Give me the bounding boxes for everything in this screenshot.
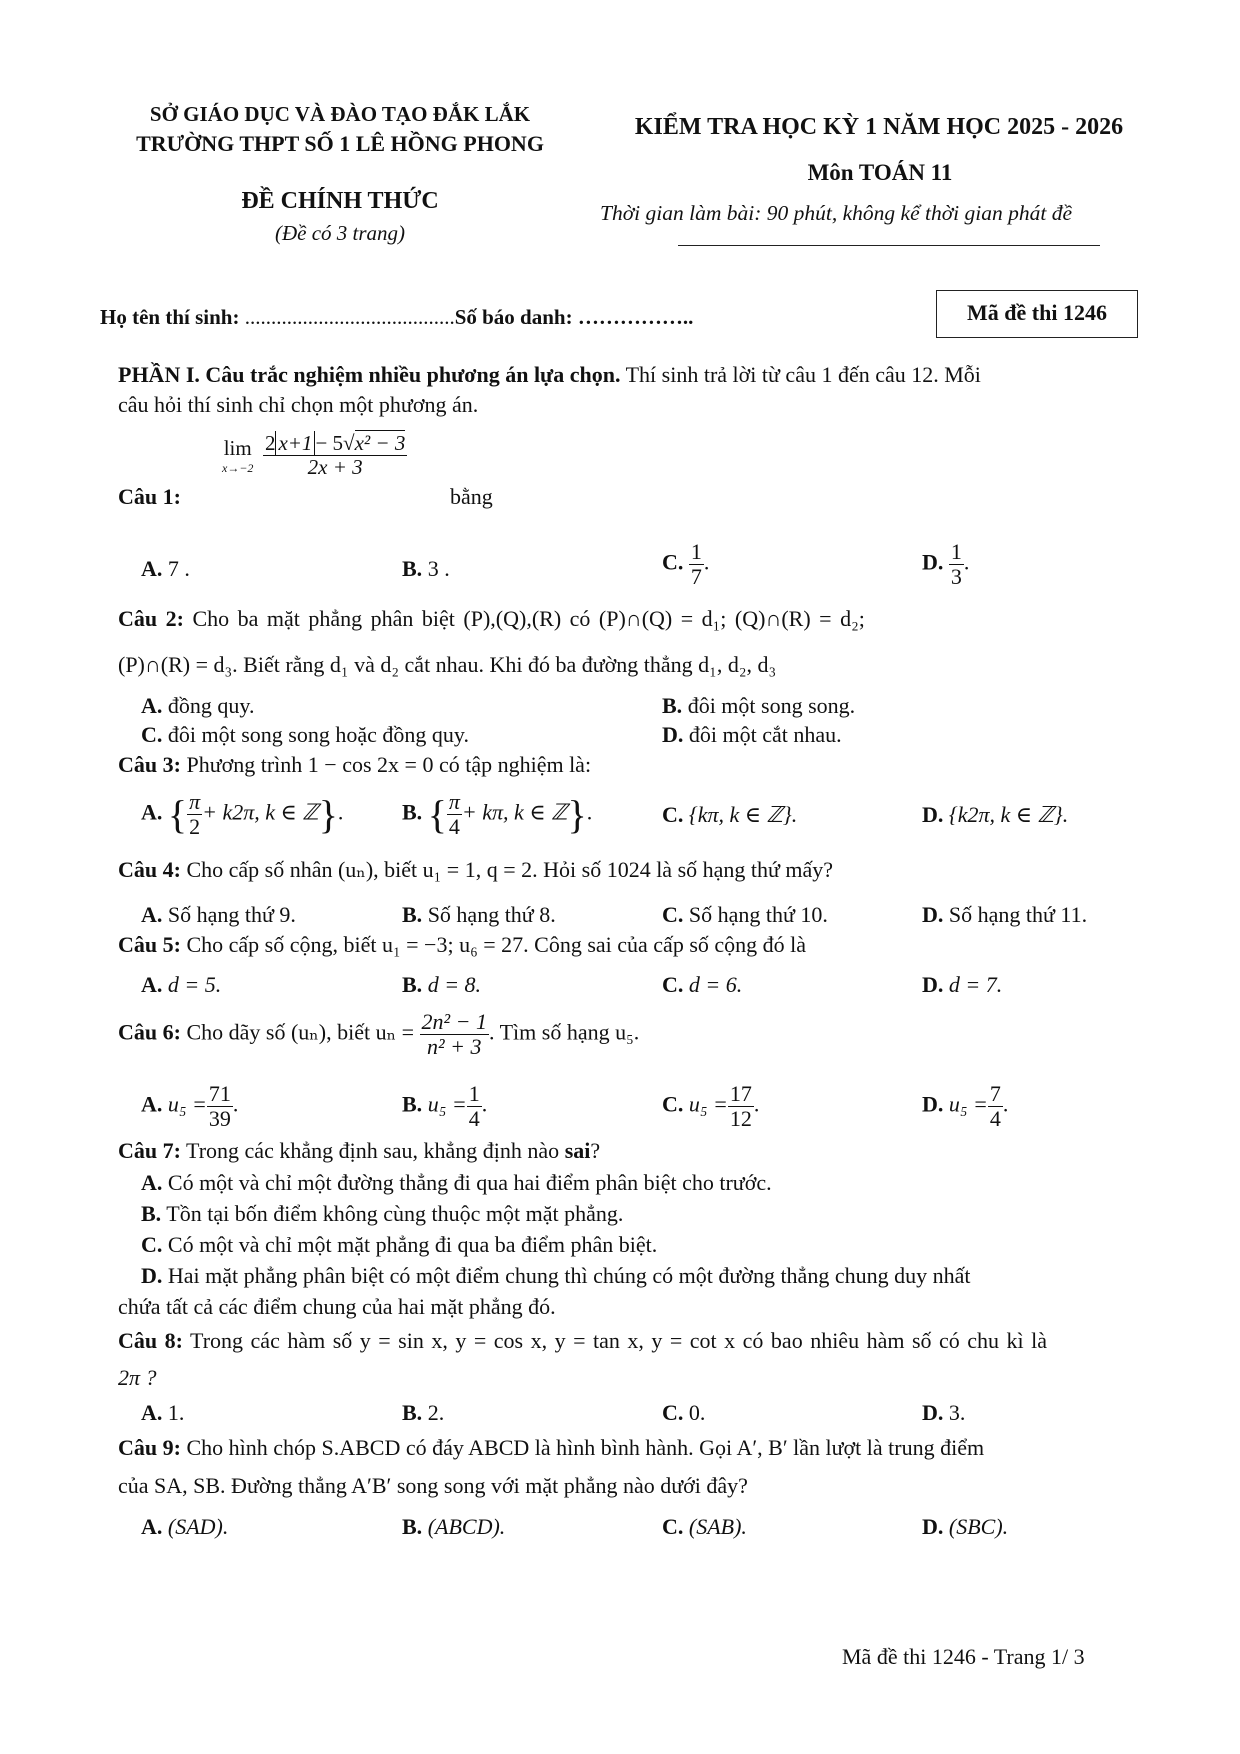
- question-label: Câu 9:: [118, 1435, 181, 1460]
- exam-code-box: [936, 290, 1138, 338]
- question-label: Câu 4:: [118, 857, 181, 882]
- candidate-id-field[interactable]: ……………..: [577, 305, 694, 329]
- q6-num: 2n² − 1: [421, 1009, 487, 1034]
- q1-lim: lim: [223, 435, 252, 460]
- question-text: Trong các hàm số y = sin x, y = cos x, y = tan x, y = cot x có bao nhiêu hàm số có chu kì là: [182, 1328, 1048, 1353]
- question-label: Câu 3:: [118, 752, 181, 777]
- candidate-name-field[interactable]: ........................................: [244, 305, 455, 329]
- department-name: SỞ GIÁO DỤC VÀ ĐÀO TẠO ĐẮK LẮK: [149, 102, 531, 126]
- q1-lim-sub: x→−2: [222, 460, 254, 475]
- question-4: [118, 857, 833, 883]
- q3-option-c[interactable]: C. {kπ, k ∈ ℤ}.: [662, 802, 798, 827]
- q1-tail: bằng: [450, 484, 493, 509]
- q1-num-abs: x+1: [275, 431, 315, 455]
- question-text: Cho cấp số cộng, biết u₁ = −3; u₆ = 27. Công sai của cấp số cộng đó là: [180, 932, 807, 957]
- page-footer: Mã đề thi 1246 - Trang 1/ 3: [842, 1644, 1085, 1669]
- pages-note: (Đề có 3 trang): [274, 221, 406, 245]
- q9-option-c[interactable]: C. (SAB).: [662, 1514, 747, 1539]
- exam-code: Mã đề thi 1246: [967, 300, 1107, 325]
- q2-option-d[interactable]: D. đôi một cắt nhau.: [662, 722, 842, 747]
- q1-num-c: − 5: [315, 431, 344, 455]
- question-label: Câu 7:: [118, 1138, 181, 1163]
- question-label: Câu 6:: [118, 1019, 181, 1045]
- q6-den: n² + 3: [427, 1034, 482, 1060]
- q1-num-root: x² − 3: [354, 431, 406, 455]
- q6-option-b[interactable]: B. u₅ = $\frac{1}{4}$ .: [402, 1081, 488, 1132]
- q7-option-a[interactable]: A. Có một và chỉ một đường thẳng đi qua hai điểm phân biệt cho trước.: [141, 1170, 772, 1195]
- question-9: [118, 1435, 984, 1461]
- part1-title: PHẦN I. Câu trắc nghiệm nhiều phương án lựa chọn.: [118, 362, 621, 387]
- q6-option-a[interactable]: A. u₅ = $\frac{71}{39}$ .: [141, 1081, 239, 1132]
- q2-option-a[interactable]: A. đồng quy.: [141, 693, 255, 718]
- q4-option-b[interactable]: B. Số hạng thứ 8.: [402, 902, 556, 927]
- part1-text-2: câu hỏi thí sinh chỉ chọn một phương án.: [118, 392, 479, 417]
- exam-title: KIỂM TRA HỌC KỲ 1 NĂM HỌC 2025 - 2026: [634, 114, 1124, 140]
- q1-option-b[interactable]: B. 3 .: [402, 556, 450, 581]
- question-text: Cho cấp số nhân (uₙ), biết u₁ = 1, q = 2. Hỏi số 1024 là số hạng thứ mấy?: [180, 857, 834, 882]
- candidate-name-label: Họ tên thí sinh:: [100, 305, 240, 329]
- question-2-line-2: (P)∩(R) = d₃. Biết rằng d₁ và d₂ cắt nhau. Khi đó ba đường thẳng d₁, d₂, d₃: [118, 652, 777, 677]
- q1-limit: lim x→−2 $\frac{\text{2 x+1 − 5√x² − 3}}{2x + 3}$: [222, 431, 406, 480]
- q8-option-c[interactable]: C. 0.: [662, 1400, 706, 1425]
- q9-option-b[interactable]: B. (ABCD).: [402, 1514, 506, 1539]
- part1-instruction: [118, 362, 981, 388]
- q6-option-d[interactable]: D. u₅ = $\frac{7}{4}$ .: [922, 1081, 1009, 1132]
- question-text: Cho hình chóp S.ABCD có đáy ABCD là hình bình hành. Gọi A′, B′ lần lượt là trung điểm: [180, 1435, 985, 1460]
- question-text: Cho ba mặt phẳng phân biệt (P),(Q),(R) có (P)∩(Q) = d₁; (Q)∩(R) = d₂;: [183, 606, 865, 631]
- q3-option-d[interactable]: D. {k2π, k ∈ ℤ}.: [922, 802, 1069, 827]
- q4-option-a[interactable]: A. Số hạng thứ 9.: [141, 902, 296, 927]
- q7-emphasis: sai: [564, 1138, 591, 1163]
- q3-option-a[interactable]: A. { $\frac{\pi}{2}$ + k2π, k ∈ ℤ}.: [141, 789, 344, 840]
- q8-option-d[interactable]: D. 3.: [922, 1400, 966, 1425]
- question-text: Cho dãy số (uₙ), biết uₙ =: [180, 1019, 415, 1045]
- q9-option-a[interactable]: A. (SAD).: [141, 1514, 229, 1539]
- question-5: [118, 932, 806, 958]
- question-9-line-2: của SA, SB. Đường thẳng A′B′ song song với mặt phẳng nào dưới đây?: [118, 1473, 748, 1498]
- q2-option-b[interactable]: B. đôi một song song.: [662, 693, 856, 718]
- q9-option-d[interactable]: D. (SBC).: [922, 1514, 1009, 1539]
- q8-option-b[interactable]: B. 2.: [402, 1400, 445, 1425]
- q6-post: . Tìm số hạng u₅.: [489, 1019, 640, 1045]
- official-label: ĐỀ CHÍNH THỨC: [241, 188, 439, 214]
- question-1: [118, 484, 181, 510]
- candidate-line: [100, 305, 693, 330]
- exam-duration: Thời gian làm bài: 90 phút, không kể thời gian phát đề: [600, 201, 1073, 225]
- q7-option-d[interactable]: D. Hai mặt phẳng phân biệt có một điểm chung thì chúng có một đường thẳng chung duy nhất: [141, 1263, 971, 1288]
- q5-option-d[interactable]: D. d = 7.: [922, 972, 1003, 997]
- question-text: Phương trình 1 − cos 2x = 0 có tập nghiệm là:: [180, 752, 592, 777]
- q5-option-c[interactable]: C. d = 6.: [662, 972, 743, 997]
- q8-option-a[interactable]: A. 1.: [141, 1400, 185, 1425]
- q1-option-c[interactable]: C. $\frac{1}{7}$ .: [662, 539, 710, 590]
- q4-option-d[interactable]: D. Số hạng thứ 11.: [922, 902, 1088, 927]
- q2-option-c[interactable]: C. đôi một song song hoặc đồng quy.: [141, 722, 469, 747]
- q7-option-b[interactable]: B. Tồn tại bốn điểm không cùng thuộc một mặt phẳng.: [141, 1201, 624, 1226]
- question-3: [118, 752, 591, 778]
- part1-text: Thí sinh trả lời từ câu 1 đến câu 12. Mỗi: [620, 362, 981, 387]
- question-7: Câu 7: Trong các khẳng định sau, khẳng định nào sai?: [118, 1138, 601, 1163]
- q1-option-a[interactable]: A. 7 .: [141, 556, 190, 581]
- subject-title: Môn TOÁN 11: [807, 160, 953, 185]
- q4-option-c[interactable]: C. Số hạng thứ 10.: [662, 902, 828, 927]
- q7-option-c[interactable]: C. Có một và chỉ một mặt phẳng đi qua ba điểm phân biệt.: [141, 1232, 658, 1257]
- question-8: [118, 1328, 1047, 1354]
- q6-option-c[interactable]: C. u₅ = $\frac{17}{12}$ .: [662, 1081, 760, 1132]
- candidate-id-label: Số báo danh:: [454, 305, 573, 329]
- question-6: [118, 1010, 639, 1059]
- q5-option-a[interactable]: A. d = 5.: [141, 972, 222, 997]
- school-name: TRƯỜNG THPT SỐ 1 LÊ HỒNG PHONG: [136, 131, 544, 156]
- question-8-line-2: 2π ?: [118, 1365, 157, 1390]
- q7-option-d-line-2: chứa tất cả các điểm chung của hai mặt phẳng đó.: [118, 1294, 556, 1319]
- question-label: Câu 5:: [118, 932, 181, 957]
- question-label: Câu 2:: [118, 606, 184, 631]
- header-rule: [678, 245, 1100, 246]
- question-label: Câu 1:: [118, 484, 181, 509]
- question-label: Câu 8:: [118, 1328, 183, 1353]
- q1-num-a: 2: [264, 431, 276, 455]
- q1-den: 2x + 3: [307, 455, 363, 480]
- q5-option-b[interactable]: B. d = 8.: [402, 972, 482, 997]
- q3-option-b[interactable]: B. { $\frac{\pi}{4}$ + kπ, k ∈ ℤ}.: [402, 789, 593, 840]
- q1-option-d[interactable]: D. $\frac{1}{3}$ .: [922, 539, 970, 590]
- question-2: [118, 606, 865, 632]
